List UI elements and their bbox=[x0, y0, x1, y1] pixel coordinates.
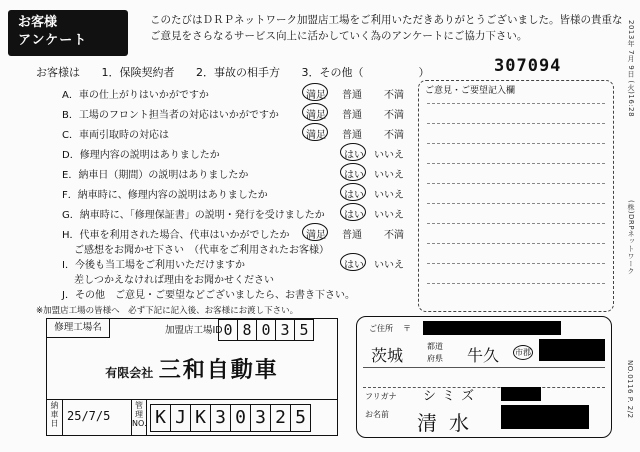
rating-c-bad[interactable]: 不満 bbox=[384, 130, 404, 141]
shop-bottom-row bbox=[47, 399, 337, 436]
management-no-char: J bbox=[170, 404, 191, 432]
comment-line bbox=[427, 183, 605, 184]
customer-option-other[interactable]: 3．その他（ ） bbox=[301, 66, 430, 79]
management-no-label: 管理NO． bbox=[131, 400, 147, 436]
selection-circle-c bbox=[302, 123, 328, 141]
rating-e-yes[interactable]: はい bbox=[344, 170, 364, 181]
customer-option-policyholder[interactable]: 1．保険契約者 bbox=[101, 66, 175, 79]
question-f: F．納車時に、修理内容の説明はありましたか bbox=[62, 190, 268, 201]
customer-type-label: お客様は bbox=[36, 66, 80, 79]
delivery-date-label: 納車日 bbox=[47, 400, 63, 436]
comment-line bbox=[427, 283, 605, 284]
redacted-address bbox=[539, 339, 605, 361]
delivery-date-value[interactable]: 25/7/5 bbox=[67, 409, 111, 423]
rating-h-average[interactable]: 普通 bbox=[342, 230, 362, 241]
shop-id-digit: 0 bbox=[256, 319, 276, 341]
rating-i-yes[interactable]: はい bbox=[344, 260, 364, 271]
comment-line bbox=[427, 223, 605, 224]
management-no-char: K bbox=[150, 404, 171, 432]
selection-circle-i bbox=[340, 253, 366, 271]
intro-text bbox=[150, 12, 623, 44]
question-h bbox=[62, 226, 329, 256]
rating-h-good[interactable]: 満足 bbox=[306, 230, 326, 241]
company-name: 三和自動車 bbox=[158, 357, 279, 383]
postal-mark: 〒 bbox=[403, 324, 411, 333]
shop-name-header: 修理工場名 bbox=[47, 319, 110, 338]
rating-a-good[interactable]: 満足 bbox=[306, 90, 326, 101]
shop-id-field[interactable] bbox=[219, 319, 314, 341]
question-b: B．工場のフロント担当者の対応はいかがですか bbox=[62, 110, 279, 121]
shop-note: ※加盟店工場の皆様へ 必ず下記に記入後、お客様にお渡し下さい。 bbox=[36, 306, 299, 316]
survey-title bbox=[8, 10, 128, 56]
rating-i-no[interactable]: いいえ bbox=[374, 260, 404, 271]
management-no-char: K bbox=[190, 404, 211, 432]
fax-timestamp: 2013年 7月 9日 (火)16:28 bbox=[627, 20, 635, 118]
selection-circle-d bbox=[340, 143, 366, 161]
address-rule bbox=[363, 387, 605, 388]
rating-g-yes[interactable]: はい bbox=[344, 210, 364, 221]
comment-line bbox=[427, 143, 605, 144]
comment-line bbox=[427, 163, 605, 164]
question-d: D．修理内容の説明はありましたか bbox=[62, 150, 220, 161]
selection-circle-a bbox=[302, 83, 328, 101]
city-handwritten: 牛久 bbox=[467, 346, 500, 365]
question-i-sub: 差しつかえなければ理由をお聞かせください bbox=[74, 275, 274, 286]
address-rule bbox=[363, 367, 605, 368]
question-g: G．納車時に、「修理保証書」の説明・発行を受けましたか bbox=[62, 210, 325, 221]
rating-a-average[interactable]: 普通 bbox=[342, 90, 362, 101]
customer-option-other-party[interactable]: 2．事故の相手方 bbox=[196, 66, 280, 79]
management-no-char: 3 bbox=[250, 404, 271, 432]
question-i-label: I．今後も当工場をご利用いただけますか bbox=[62, 260, 245, 271]
shop-id-digit: 0 bbox=[218, 319, 238, 341]
question-c: C．車両引取時の対応は bbox=[62, 130, 169, 141]
shop-id-digit: 5 bbox=[294, 319, 314, 341]
address-label: ご住所 bbox=[369, 324, 393, 333]
name-label: お名前 bbox=[365, 410, 389, 419]
selection-circle-f bbox=[340, 183, 366, 201]
management-no-field[interactable] bbox=[151, 404, 311, 432]
selection-circle-h bbox=[302, 223, 328, 241]
company-prefix: 有限会社 bbox=[105, 366, 154, 380]
name-handwritten: 清水 bbox=[417, 411, 481, 435]
redacted-name bbox=[501, 405, 589, 429]
rating-b-bad[interactable]: 不満 bbox=[384, 110, 404, 121]
shop-id-digit: 3 bbox=[275, 319, 295, 341]
selection-circle-g bbox=[340, 203, 366, 221]
rating-c-good[interactable]: 満足 bbox=[306, 130, 326, 141]
question-i bbox=[62, 256, 274, 286]
comment-line bbox=[427, 123, 605, 124]
shop-id-digit: 8 bbox=[237, 319, 257, 341]
management-no-char: 5 bbox=[290, 404, 311, 432]
comment-line bbox=[427, 243, 605, 244]
furigana-handwritten: シミズ bbox=[423, 389, 481, 404]
rating-d-no[interactable]: いいえ bbox=[374, 150, 404, 161]
rating-c-average[interactable]: 普通 bbox=[342, 130, 362, 141]
furigana-label: フリガナ bbox=[365, 392, 397, 401]
management-no-char: 0 bbox=[230, 404, 251, 432]
redacted-furigana bbox=[501, 387, 541, 401]
comment-line bbox=[427, 263, 605, 264]
rating-g-no[interactable]: いいえ bbox=[374, 210, 404, 221]
prefecture-suffix-1: 都道 bbox=[427, 342, 443, 351]
comment-line bbox=[427, 103, 605, 104]
management-no-char: 3 bbox=[210, 404, 231, 432]
comment-label: ご意見・ご要望記入欄 bbox=[425, 86, 516, 96]
rating-d-yes[interactable]: はい bbox=[344, 150, 364, 161]
serial-number: 307094 bbox=[494, 56, 562, 76]
redacted-postal-code bbox=[423, 321, 561, 335]
prefecture-suffix-2: 府県 bbox=[427, 354, 443, 363]
comment-line bbox=[427, 203, 605, 204]
title-line-1: お客様 bbox=[18, 15, 58, 30]
question-h-sub: ご感想をお聞かせ下さい （代車をご利用されたお客様） bbox=[74, 245, 329, 256]
question-h-label: H．代車を利用された場合、代車はいかがでしたか bbox=[62, 230, 290, 241]
intro-line-1: このたびはＤＲＰネットワーク加盟店工場をご利用いただきありがとうございました。皆様の貴重な bbox=[150, 14, 623, 26]
shop-id-label: 加盟店工場ID bbox=[165, 325, 223, 336]
rating-f-no[interactable]: いいえ bbox=[374, 190, 404, 201]
selection-circle-b bbox=[302, 103, 328, 121]
shop-info-box bbox=[46, 318, 338, 436]
question-e: E．納車日（期間）の説明はありましたか bbox=[62, 170, 249, 181]
rating-a-bad[interactable]: 不満 bbox=[384, 90, 404, 101]
comment-box[interactable] bbox=[418, 80, 614, 312]
fax-page-number: NO.0116 P. 2/2 bbox=[626, 360, 634, 419]
rating-h-bad[interactable]: 不満 bbox=[384, 230, 404, 241]
customer-address-box bbox=[356, 316, 612, 438]
rating-b-average[interactable]: 普通 bbox=[342, 110, 362, 121]
rating-f-yes[interactable]: はい bbox=[344, 190, 364, 201]
fax-sender: (株)DRPネットワーク bbox=[627, 200, 635, 275]
shop-company-name bbox=[47, 353, 337, 384]
prefecture-handwritten: 茨城 bbox=[371, 346, 404, 365]
title-line-2: アンケート bbox=[18, 33, 88, 48]
selection-circle-e bbox=[340, 163, 366, 181]
rating-e-no[interactable]: いいえ bbox=[374, 170, 404, 181]
management-no-char: 2 bbox=[270, 404, 291, 432]
customer-type-row bbox=[36, 64, 448, 80]
question-a: A．車の仕上がりはいかがですか bbox=[62, 90, 209, 101]
question-j: J．その他 ご意見・ご要望などございましたら、お書き下さい。 bbox=[62, 290, 355, 301]
city-suffix: 市郡 bbox=[513, 345, 533, 360]
rating-b-good[interactable]: 満足 bbox=[306, 110, 326, 121]
intro-line-2: ご意見をさらなるサービス向上に活かしていく為のアンケートにご協力下さい。 bbox=[150, 30, 528, 42]
